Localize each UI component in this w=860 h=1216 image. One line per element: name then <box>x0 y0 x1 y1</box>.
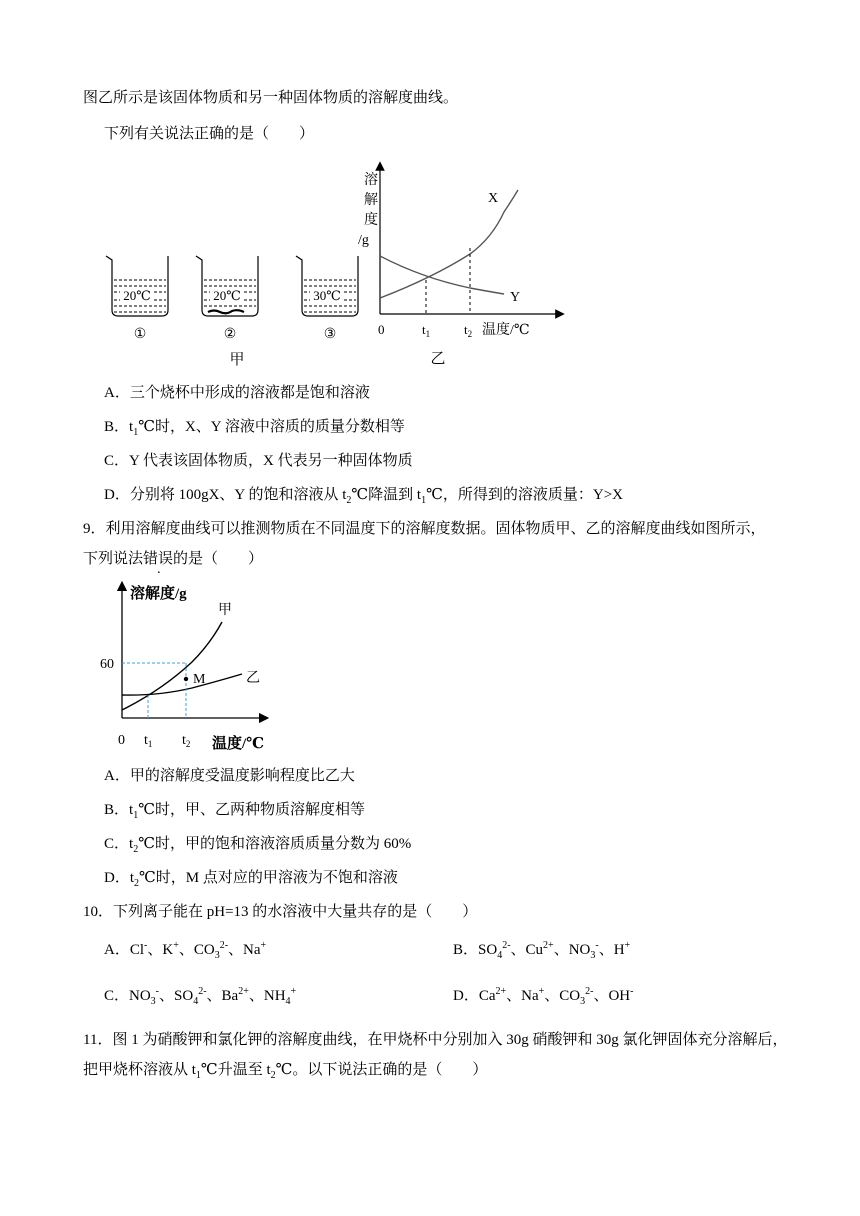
t1-label: $t_1$ <box>422 322 431 339</box>
beaker-2-temp: 20℃ <box>213 288 241 303</box>
q9-option-d: D．$t_2℃$时，M 点对应的甲溶液为不饱和溶液 <box>104 870 398 889</box>
y-label-2: 解 <box>364 193 378 208</box>
beaker-3-temp: 30℃ <box>313 288 341 303</box>
q8-option-d: D．分别将 100gX、Y 的饱和溶液从 $t_2℃$降温到 $t_1℃$，所得到的溶液质量：Y>X <box>104 487 623 506</box>
q10-option-a: A．Cl-、K+、$CO_3^{2-}$、Na+ <box>104 940 267 961</box>
x-label: 温度/℃ <box>212 736 265 752</box>
emphasis-word: 错误 <box>143 551 174 567</box>
t1-label: $t_1$ <box>144 733 153 749</box>
q9-option-b: B．$t_1℃$时，甲、乙两种物质溶解度相等 <box>104 802 365 821</box>
undissolved-solid <box>208 310 244 313</box>
q8-option-b: B．$t_1℃$时，X、Y 溶液中溶质的质量分数相等 <box>104 419 405 438</box>
curve-jia <box>122 622 222 710</box>
intro-line: 图乙所示是该固体物质和另一种固体物质的溶解度曲线。 <box>83 90 459 106</box>
beaker-1 <box>106 256 168 342</box>
q11-stem-line1: 11．图 1 为硝酸钾和氯化钾的溶解度曲线，在甲烧杯中分别加入 30g 硝酸钾和 30g 氯化钾固体充分溶解后， <box>83 1032 788 1048</box>
q9-stem-line1: 9．利用溶解度曲线可以推测物质在不同温度下的溶解度数据。固体物质甲、乙的溶解度曲线如图所示， <box>83 521 766 537</box>
q8-option-a: A．三个烧杯中形成的溶液都是饱和溶液 <box>104 385 370 401</box>
y-label-1: 溶 <box>364 173 378 188</box>
curve-y-label: Y <box>510 290 521 305</box>
t2-label: $t_2$ <box>182 733 191 749</box>
q8-prompt: 下列有关说法正确的是（ ） <box>104 126 315 142</box>
q9-stem-line2: 下列说法错误的是（ ） <box>83 551 264 567</box>
origin-label: 0 <box>118 733 125 748</box>
q10-option-d: D．$Ca^{2+}$、Na+、$CO_3^{2-}$、OH- <box>453 986 634 1007</box>
beaker-2 <box>196 256 258 342</box>
q10-option-c: C．$NO_3^-$、$SO_4^{2-}$、$Ba^{2+}$、$NH_4^+$ <box>104 986 297 1007</box>
curve-yi <box>122 674 242 695</box>
q9-option-a: A．甲的溶解度受温度影响程度比乙大 <box>104 768 355 784</box>
figure-yi-graph <box>352 160 567 372</box>
figure-jia-beakers <box>100 248 365 370</box>
point-m <box>184 677 188 681</box>
beaker-3-number: ③ <box>323 327 337 342</box>
t2-label: $t_2$ <box>464 322 473 339</box>
q9-option-c: C．$t_2℃$时，甲的饱和溶液溶质质量分数为 60% <box>104 836 412 855</box>
curve-x <box>380 190 518 298</box>
y-label: 溶解度/g <box>130 586 187 602</box>
point-m-label: M <box>193 672 206 687</box>
y-label-3: 度 <box>364 213 378 228</box>
y-label-4: /g <box>358 233 369 248</box>
q10-stem: 10．下列离子能在 pH=13 的水溶液中大量共存的是（ ） <box>83 904 478 920</box>
q9-solubility-graph <box>92 578 292 758</box>
q8-option-c: C．Y 代表该固体物质，X 代表另一种固体物质 <box>104 453 413 469</box>
beaker-3 <box>296 256 358 342</box>
figure-jia-label: 甲 <box>229 352 245 368</box>
q10-option-b: B．$SO_4^{2-}$、$Cu^{2+}$、$NO_3^-$、H+ <box>453 940 631 961</box>
curve-y <box>380 256 504 294</box>
beaker-2-number: ② <box>223 327 237 342</box>
q11-stem-line2: 把甲烧杯溶液从 $t_1℃$升温至 $t_2℃$。以下说法正确的是（ ） <box>83 1062 488 1081</box>
figure-yi-label: 乙 <box>430 351 446 367</box>
x-label: 温度/℃ <box>482 323 530 338</box>
beaker-1-temp: 20℃ <box>123 288 151 303</box>
beaker-1-number: ① <box>133 327 147 342</box>
curve-x-label: X <box>488 191 499 206</box>
curve-jia-label: 甲 <box>218 603 232 618</box>
origin-label: 0 <box>378 322 385 337</box>
curve-yi-label: 乙 <box>246 671 260 686</box>
y-tick-60: 60 <box>100 657 114 672</box>
